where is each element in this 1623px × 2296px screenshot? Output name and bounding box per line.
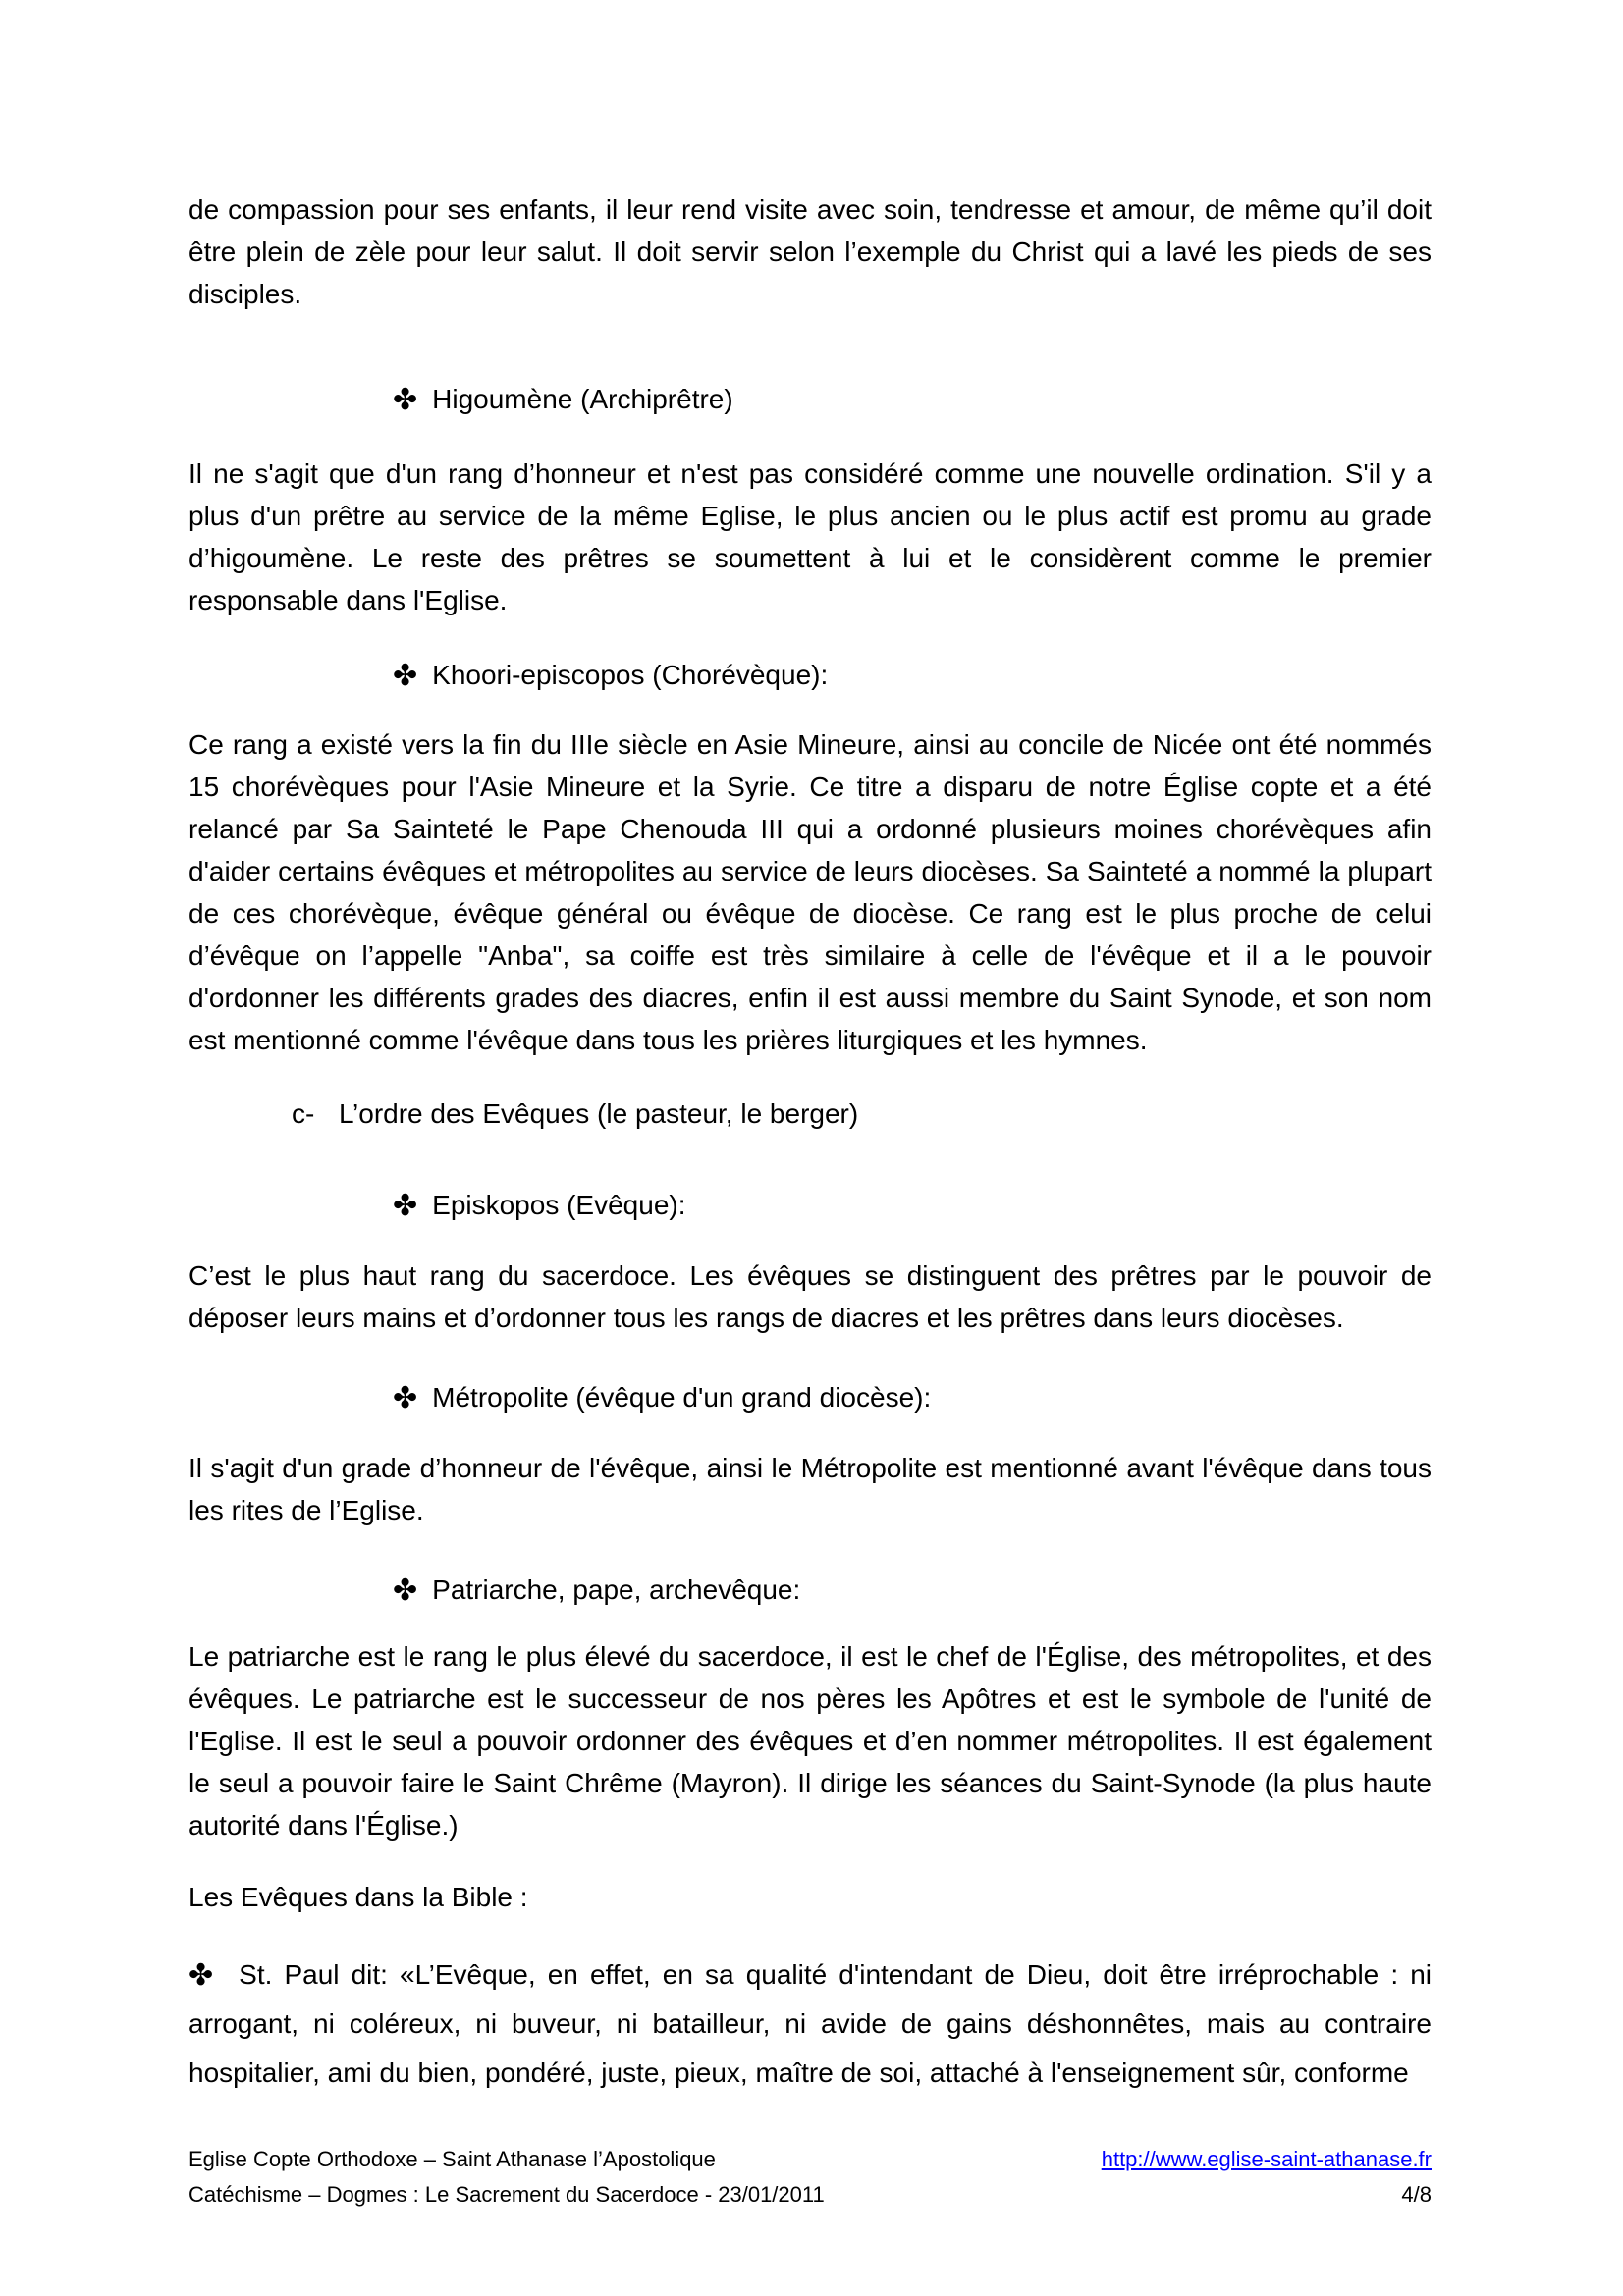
footer-organization: Eglise Copte Orthodoxe – Saint Athanase l’Apostolique <box>189 2147 716 2171</box>
heading-metropolite <box>189 1376 1432 1418</box>
heading-patriarche-label: Patriarche, pape, archevêque: <box>432 1575 801 1605</box>
page-footer <box>189 2142 1432 2213</box>
coptic-cross-bullet-icon: ✤ <box>393 1382 418 1415</box>
list-item-c-marker: c- <box>292 1098 315 1129</box>
coptic-cross-bullet-icon: ✤ <box>189 1959 214 1992</box>
paragraph-metropolite: Il s'agit d'un grade d’honneur de l'évêque, ainsi le Métropolite est mentionné avant l'évêque dans tous les rites de l’Eglise. <box>189 1453 1432 1525</box>
heading-episkopos-label: Episkopos (Evêque): <box>432 1190 686 1220</box>
paragraph-st-paul-text: St. Paul dit: «L’Evêque, en effet, en sa qualité d'intendant de Dieu, doit être irréprochable : ni arrogant, ni coléreux, ni buveur, ni batailleur, ni avide de gains déshonnêtes, mais au contraire hospitalier, ami du bien, pondéré, juste, pieux, maître de soi, attaché à l'enseignement sûr, conforme <box>189 1959 1432 2088</box>
page-body <box>189 188 1432 2098</box>
heading-higoumene-label: Higoumène (Archiprêtre) <box>432 384 733 414</box>
list-item-c-label: L’ordre des Evêques (le pasteur, le berger) <box>339 1098 859 1129</box>
coptic-cross-bullet-icon: ✤ <box>393 660 418 692</box>
coptic-cross-bullet-icon: ✤ <box>393 1575 418 1607</box>
paragraph-st-paul-quote <box>189 1950 1432 2098</box>
footer-page-number: 4/8 <box>1401 2182 1432 2207</box>
paragraph-khoori-episcopos: Ce rang a existé vers la fin du IIIe siècle en Asie Mineure, ainsi au concile de Nicée ont été nommés 15 chorévèques pour l'Asie Mineure et la Syrie. Ce titre a disparu de notre Église copte et a été relancé par Sa Sainteté le Pape Chenouda III qui a ordonné plusieurs moines chorévèques afin d'aider certains évêques et métropolites au service de leurs diocèses. Sa Sainteté a nommé la plupart de ces chorévèque, évêque général ou évêque de diocèse. Ce rang est le plus proche de celui d’évêque on l’appelle "Anba", sa coiffe est très similaire à celle de l'évêque et il a le pouvoir d'ordonner les différents grades des diacres, enfin il est aussi membre du Saint Synode, et son nom est mentionné comme l'évêque dans tous les prières liturgiques et les hymnes. <box>189 729 1432 1055</box>
heading-patriarche <box>189 1569 1432 1611</box>
paragraph-episkopos: C’est le plus haut rang du sacerdoce. Les évêques se distinguent des prêtres par le pouvoir de déposer leurs mains et d’ordonner tous les rangs de diacres et les prêtres dans leurs diocèses. <box>189 1260 1432 1333</box>
footer-url-link[interactable]: http://www.eglise-saint-athanase.fr <box>1101 2147 1432 2171</box>
heading-episkopos <box>189 1184 1432 1226</box>
heading-khoori-label: Khoori-episcopos (Chorévèque): <box>432 660 829 690</box>
footer-row-1 <box>189 2142 1432 2177</box>
paragraph-intro: de compassion pour ses enfants, il leur rend visite avec soin, tendresse et amour, de même qu’il doit être plein de zèle pour leur salut. Il doit servir selon l’exemple du Christ qui a lavé les pieds de ses disciples. <box>189 194 1432 309</box>
heading-metropolite-label: Métropolite (évêque d'un grand diocèse): <box>432 1382 932 1413</box>
coptic-cross-bullet-icon: ✤ <box>393 384 418 416</box>
paragraph-patriarche: Le patriarche est le rang le plus élevé du sacerdoce, il est le chef de l'Église, des métropolites, et des évêques. Le patriarche est le successeur de nos pères les Apôtres et est le symbole de l'unité de l'Eglise. Il est le seul a pouvoir ordonner des évêques et d’en nommer métropolites. Il est également le seul a pouvoir faire le Saint Chrême (Mayron). Il dirige les séances du Saint-Synode (la plus haute autorité dans l'Église.) <box>189 1641 1432 1841</box>
heading-higoumene <box>189 378 1432 420</box>
heading-khoori-episcopos <box>189 654 1432 696</box>
footer-document-title: Catéchisme – Dogmes : Le Sacrement du Sacerdoce - 23/01/2011 <box>189 2182 825 2207</box>
coptic-cross-bullet-icon: ✤ <box>393 1190 418 1222</box>
list-item-c-ordre-des-eveques <box>189 1093 1432 1135</box>
label-eveques-bible: Les Evêques dans la Bible : <box>189 1882 528 1912</box>
footer-row-2 <box>189 2177 1432 2213</box>
paragraph-higoumene: Il ne s'agit que d'un rang d’honneur et n'est pas considéré comme une nouvelle ordination. S'il y a plus d'un prêtre au service de la même Eglise, le plus ancien ou le plus actif est promu au grade d’higoumène. Le reste des prêtres se soumettent à lui et le considèrent comme le premier responsable dans l'Eglise. <box>189 458 1432 615</box>
